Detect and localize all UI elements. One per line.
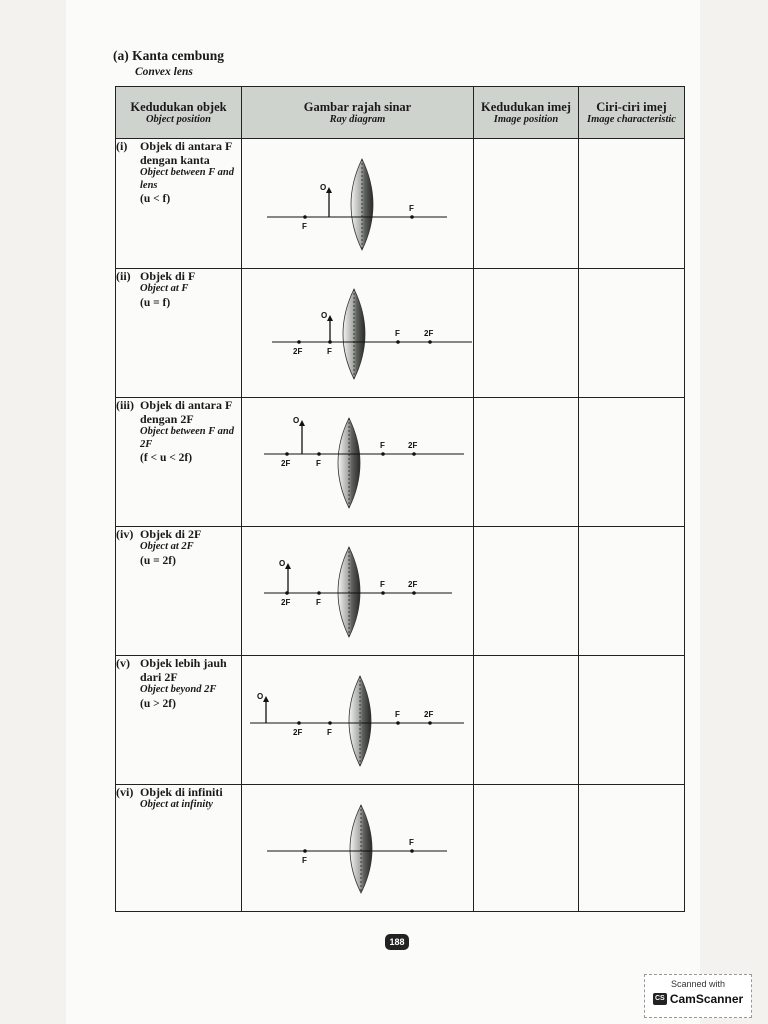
object-position-cell: [116, 527, 242, 656]
image-position-cell: [474, 527, 579, 656]
table-header-row: [116, 87, 685, 139]
ray-diagram: [242, 785, 473, 911]
object-arrow-head: [263, 696, 269, 702]
object-position-cell: [116, 139, 242, 269]
focal-point-dot: [285, 452, 289, 456]
header-object-position: Kedudukan objek Object position: [116, 87, 242, 139]
focal-point-label: F: [316, 598, 321, 607]
image-characteristic-cell: [579, 269, 685, 398]
object-position-en: Object beyond 2F: [140, 684, 217, 696]
object-position-text: Objek di 2F: [140, 527, 202, 541]
image-position-cell: [474, 269, 579, 398]
object-position-text: Objek di antara F dengan kanta: [140, 139, 232, 168]
focal-point-label: F: [380, 441, 385, 450]
ray-diagram: [242, 527, 473, 655]
ray-diagram-cell: [242, 398, 474, 527]
object-position-ms: [116, 269, 241, 283]
table-row: [116, 269, 685, 398]
object-label: O: [320, 183, 327, 192]
image-characteristic-cell: [579, 398, 685, 527]
twice-focal-label: 2F: [424, 329, 434, 338]
object-position-text: Objek di F: [140, 269, 196, 283]
table-row: [116, 527, 685, 656]
table-row: [116, 656, 685, 785]
image-position-cell: [474, 398, 579, 527]
scanner-caption: Scanned with: [670, 979, 726, 989]
object-position-text: Objek di antara F dengan 2F: [140, 398, 232, 427]
focal-point-dot: [303, 215, 307, 219]
header-ray-diagram: Gambar rajah sinar Ray diagram: [242, 87, 474, 139]
row-number: (iii): [116, 398, 134, 412]
ray-diagram-cell: [242, 785, 474, 912]
object-label: O: [257, 692, 264, 701]
section-heading: [113, 48, 224, 78]
object-position-ms: [116, 785, 241, 799]
object-position-text: Objek di infiniti: [140, 785, 223, 799]
twice-focal-label: 2F: [281, 598, 291, 607]
focal-point-dot: [410, 849, 414, 853]
object-label: O: [293, 416, 300, 425]
table-row: [116, 139, 685, 269]
focal-point-dot: [396, 340, 400, 344]
focal-point-label: F: [380, 580, 385, 589]
row-number: (ii): [116, 269, 131, 283]
focal-point-label: F: [327, 347, 332, 356]
ray-diagram: [242, 269, 473, 397]
camscanner-watermark: [644, 974, 752, 1018]
focal-point-dot: [428, 340, 432, 344]
object-position-condition: (u = 2f): [140, 554, 176, 567]
table-row: [116, 398, 685, 527]
row-number: (iv): [116, 527, 134, 541]
header-image-characteristic: Ciri-ciri imej Image characteristic: [579, 87, 685, 139]
focal-point-dot: [381, 591, 385, 595]
convex-lens-table: [115, 86, 685, 912]
object-arrow-head: [326, 187, 332, 193]
image-characteristic-cell: [579, 527, 685, 656]
image-characteristic-cell: [579, 785, 685, 912]
object-position-cell: [116, 785, 242, 912]
section-subtitle: Convex lens: [135, 66, 193, 78]
focal-point-dot: [328, 721, 332, 725]
object-arrow-head: [327, 315, 333, 321]
object-label: O: [279, 559, 286, 568]
focal-point-dot: [303, 849, 307, 853]
table-row: [116, 785, 685, 912]
object-position-ms: [116, 139, 241, 167]
focal-point-label: F: [409, 838, 414, 847]
focal-point-dot: [412, 452, 416, 456]
focal-point-label: F: [409, 204, 414, 213]
focal-point-label: F: [302, 222, 307, 231]
ray-diagram: [242, 139, 473, 268]
camscanner-logo-icon: CS: [653, 993, 667, 1005]
object-arrow-head: [285, 563, 291, 569]
page-number: 188: [385, 934, 409, 950]
image-characteristic-cell: [579, 139, 685, 269]
object-position-cell: [116, 656, 242, 785]
object-position-text: Objek lebih jauh dari 2F: [140, 656, 227, 685]
object-position-ms: [116, 398, 241, 426]
image-characteristic-cell: [579, 656, 685, 785]
twice-focal-label: 2F: [408, 580, 418, 589]
object-position-condition: (f < u < 2f): [140, 452, 193, 465]
object-position-ms: [116, 656, 241, 684]
camscanner-brand: CamScanner: [669, 992, 744, 1006]
image-position-cell: [474, 139, 579, 269]
focal-point-label: F: [395, 329, 400, 338]
image-position-cell: [474, 785, 579, 912]
focal-point-dot: [381, 452, 385, 456]
focal-point-dot: [396, 721, 400, 725]
row-number: (v): [116, 656, 130, 670]
focal-point-dot: [297, 340, 301, 344]
object-position-cell: [116, 398, 242, 527]
object-arrow-head: [299, 420, 305, 426]
object-position-en: Object at infinity: [140, 799, 213, 811]
object-position-condition: (u < f): [140, 193, 171, 206]
object-position-condition: (u = f): [140, 296, 171, 309]
section-title: (a) Kanta cembung: [113, 48, 224, 63]
focal-point-dot: [412, 591, 416, 595]
object-position-cell: [116, 269, 242, 398]
object-position-en: Object at F: [140, 283, 189, 295]
twice-focal-label: 2F: [281, 459, 291, 468]
twice-focal-label: 2F: [293, 347, 303, 356]
object-position-en: Object at 2F: [140, 541, 194, 553]
focal-point-label: F: [302, 856, 307, 865]
object-position-en: Object between F and 2F: [140, 426, 235, 450]
twice-focal-label: 2F: [408, 441, 418, 450]
image-position-cell: [474, 656, 579, 785]
ray-diagram: [242, 398, 473, 526]
object-position-condition: (u > 2f): [140, 697, 176, 710]
ray-diagram-cell: [242, 139, 474, 269]
header-image-position: Kedudukan imej Image position: [474, 87, 579, 139]
ray-diagram: [242, 656, 473, 784]
object-position-en: Object between F and lens: [140, 167, 235, 191]
focal-point-dot: [317, 452, 321, 456]
focal-point-label: F: [395, 710, 400, 719]
object-position-ms: [116, 527, 241, 541]
ray-diagram-cell: [242, 656, 474, 785]
ray-diagram-cell: [242, 269, 474, 398]
focal-point-dot: [317, 591, 321, 595]
row-number: (vi): [116, 785, 134, 799]
focal-point-dot: [410, 215, 414, 219]
focal-point-label: F: [316, 459, 321, 468]
focal-point-label: F: [327, 728, 332, 737]
object-label: O: [321, 311, 328, 320]
twice-focal-label: 2F: [424, 710, 434, 719]
focal-point-dot: [297, 721, 301, 725]
row-number: (i): [116, 139, 128, 153]
twice-focal-label: 2F: [293, 728, 303, 737]
ray-diagram-cell: [242, 527, 474, 656]
focal-point-dot: [428, 721, 432, 725]
